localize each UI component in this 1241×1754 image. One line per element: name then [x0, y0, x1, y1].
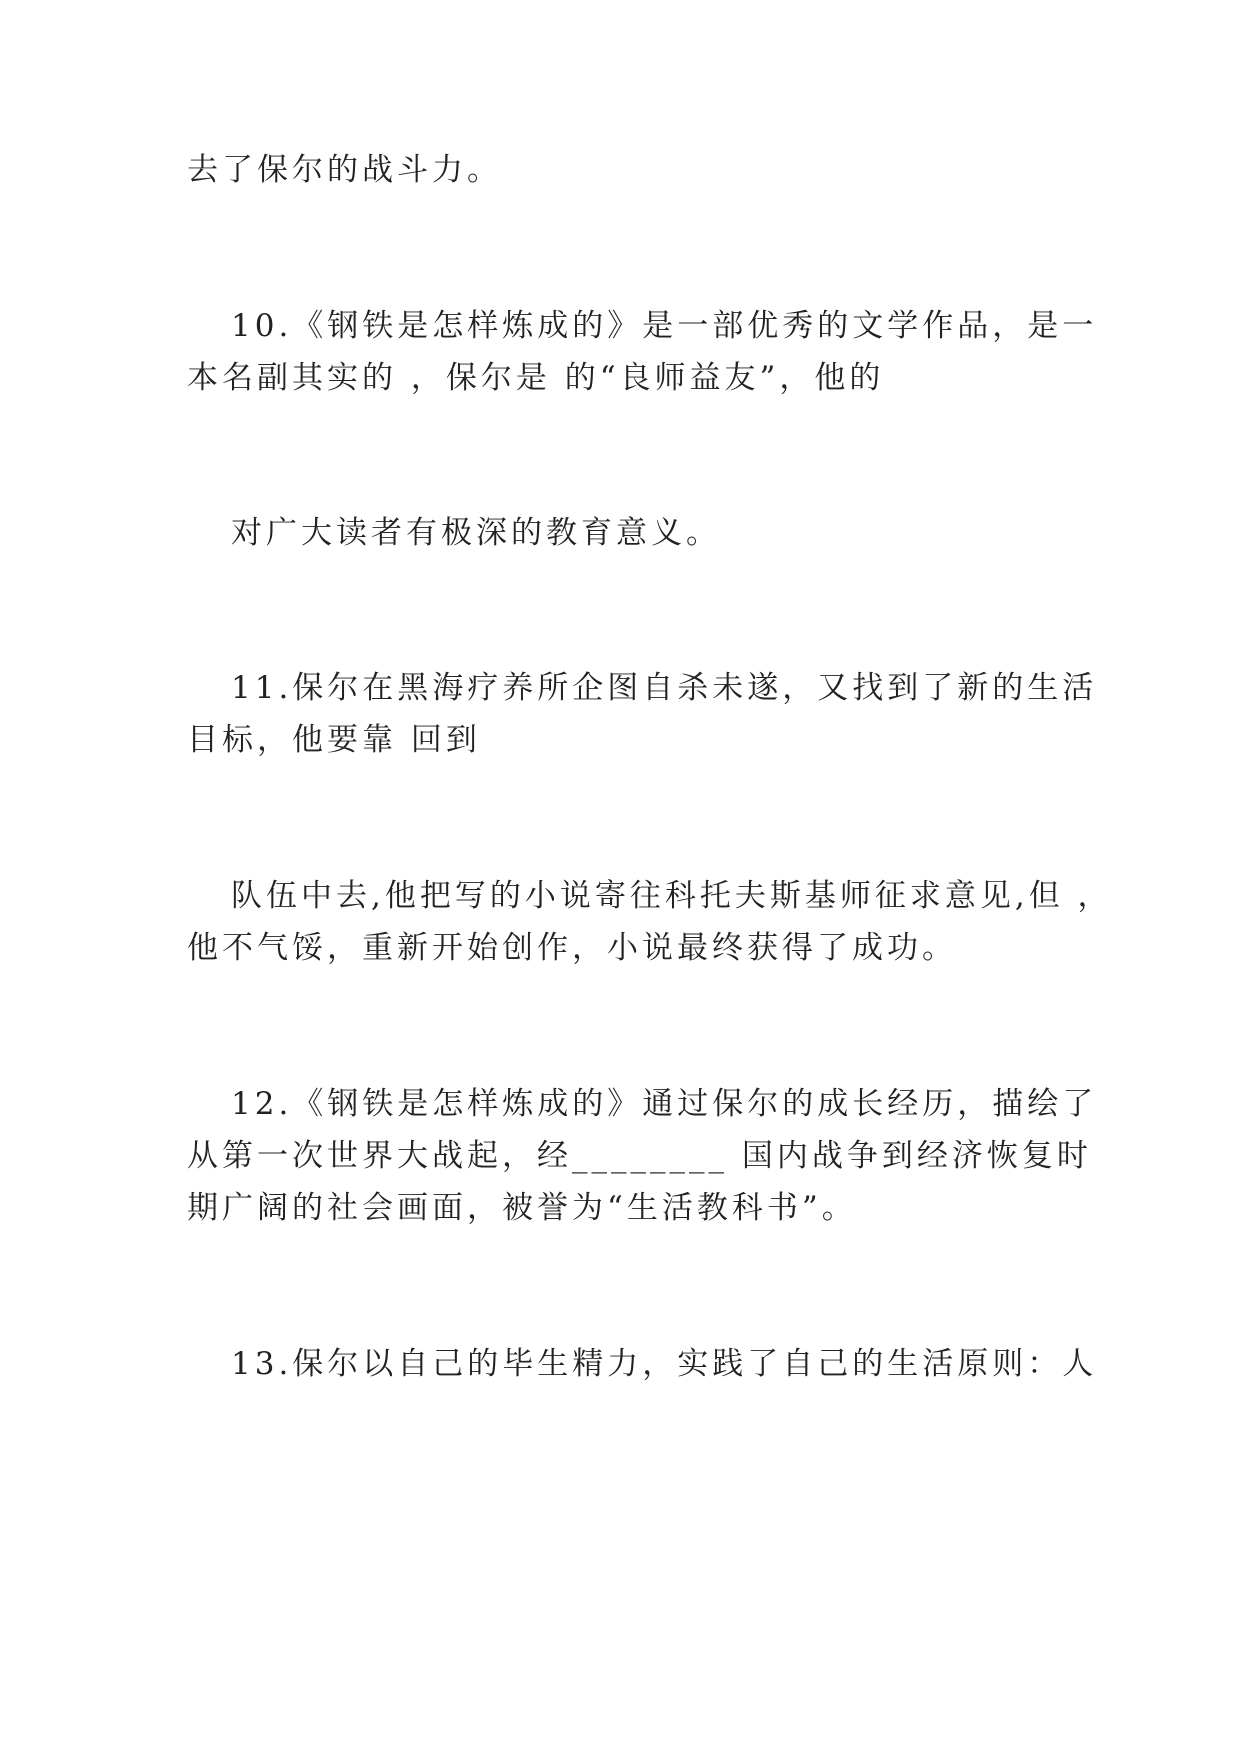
- question-13-line-1: 13.保尔以自己的毕生精力，实践了自己的生活原则：人: [231, 1346, 1098, 1382]
- paragraph-9-end-line: 去了保尔的战斗力。: [187, 152, 502, 188]
- question-10-line-1: 10.《钢铁是怎样炼成的》是一部优秀的文学作品，是一: [231, 308, 1098, 344]
- question-11-line-4: 他不气馁，重新开始创作，小说最终获得了成功。: [187, 930, 957, 966]
- question-11-line-3: 队伍中去,他把写的小说寄往科托夫斯基师征求意见,但 ，: [231, 878, 1113, 914]
- question-12-line-2: 从第一次世界大战起，经________ 国内战争到经济恢复时: [187, 1138, 1092, 1174]
- question-11-line-2: 目标，他要靠 回到: [187, 722, 481, 758]
- question-10-line-2: 本名副其实的 ，保尔是 的“良师益友”，他的: [187, 360, 885, 396]
- question-12-line-1: 12.《钢铁是怎样炼成的》通过保尔的成长经历，描绘了: [231, 1086, 1098, 1122]
- question-11-line-1: 11.保尔在黑海疗养所企图自杀未遂，又找到了新的生活: [231, 670, 1098, 706]
- question-10-line-3: 对广大读者有极深的教育意义。: [231, 515, 721, 551]
- question-12-line-3: 期广阔的社会画面，被誉为“生活教科书”。: [187, 1190, 857, 1226]
